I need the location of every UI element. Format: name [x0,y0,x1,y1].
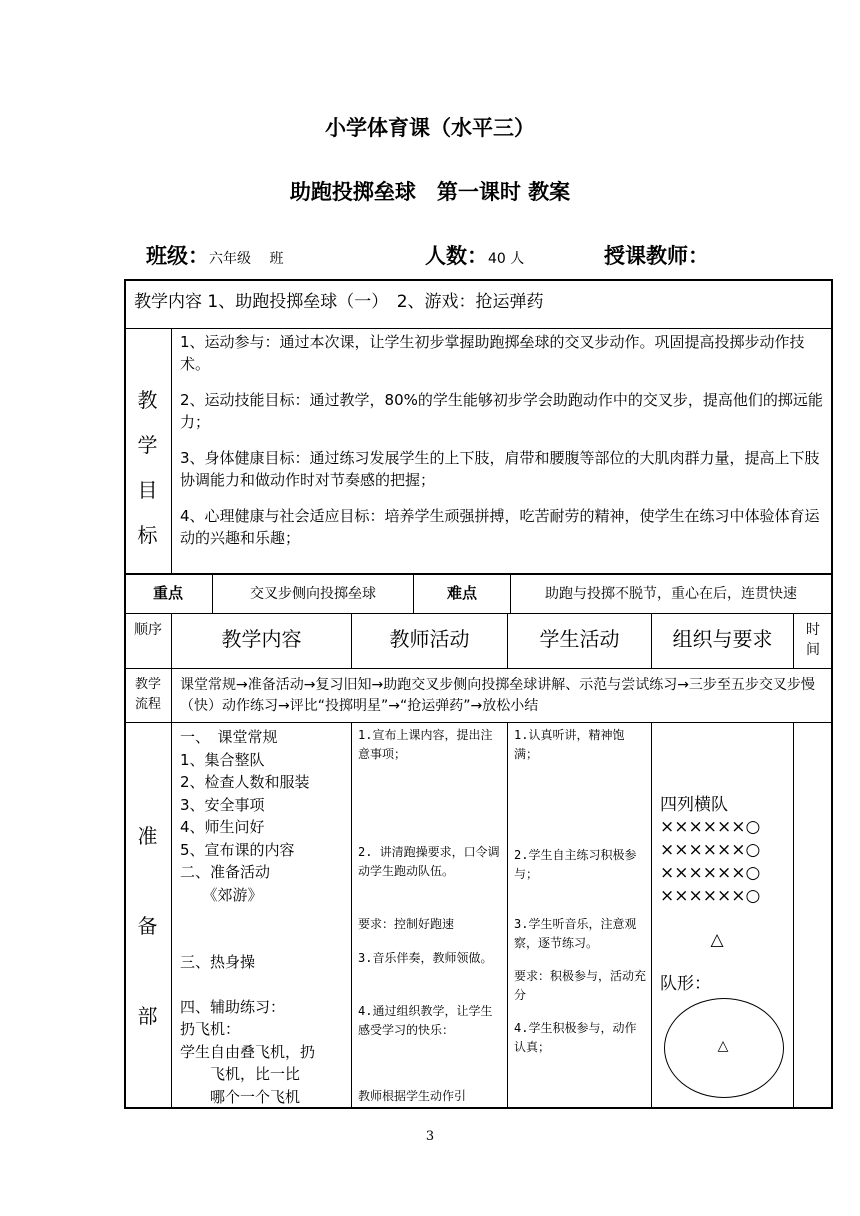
section-label-char: 准 [137,824,158,848]
col-order: 顺序 [134,622,162,638]
formation-row: ××××××○ [660,863,761,883]
objective-item: 4、心理健康与社会适应目标：培养学生顽强拼搏，吃苦耐劳的精神，使学生在练习中体验体育运动的兴趣和乐趣； [180,507,820,547]
objective-item: 2、运动技能目标：通过教学，80%的学生能够初步学会助跑动作中的交叉步，提高他们的掷远能力； [180,391,823,431]
lesson-title: 助跑投掷垒球 第一课时 教案 [289,180,571,204]
objectives-label-char: 标 [137,523,158,547]
difficulty-label: 难点 [446,584,477,602]
formation-grid [660,816,760,908]
formation-row: ××××××○ [660,886,761,906]
content-line: 5、宣布课的内容 [180,840,295,859]
content-line: 一、 课堂常规 [180,728,278,746]
formation-title: 四列横队 [660,795,728,815]
formation-row: ××××××○ [660,817,761,837]
flow-text: 课堂常规→准备活动→复习旧知→助跑交叉步侧向投掷垒球讲解、示范与尝试练习→三步至五步交叉步慢（快）动作练习→评比“投掷明星”→“抢运弹药”→放松小结 [180,677,815,714]
content-line: 2、检查人数和服装 [180,773,310,791]
objective-item: 3、身体健康目标：通过练习发展学生的上下肢，肩带和腰腹等部位的大肌肉群力量，提高上下肢协调能力和做动作时对节奏感的把握； [180,449,820,489]
teacher-requirement: 要求：控制好跑速 [358,917,455,931]
student-activity-3: 3.学生听音乐，注意观察，逐节练习。 [514,917,637,950]
student-requirement: 要求：积极参与，活动充分 [514,969,647,1002]
content-line: 三、热身操 [180,953,256,971]
content-line: 二、准备活动 [180,863,271,881]
teacher-activity-3: 3.音乐伴奏，教师领做。 [358,951,493,965]
col-org: 组织与要求 [672,627,773,651]
count-info [425,240,524,270]
col-teacher: 教师活动 [389,627,470,651]
content-line: 4、师生问好 [180,818,265,836]
teacher-activity-2: 2. 讲清跑操要求，口令调动学生跑动队伍。 [358,845,500,878]
col-content: 教学内容 [221,627,302,651]
prep-content [180,726,348,1108]
teacher-activity-1: 1.宣布上课内容，提出注意事项； [358,728,493,761]
teacher-label: 授课教师： [604,244,709,268]
page-title: 小学体育课（水平三） [325,116,535,140]
circle-center-icon: △ [717,1038,729,1054]
student-activity-4: 4.学生积极参与，动作认真； [514,1021,637,1054]
key-point-value: 交叉步侧向投掷垒球 [250,586,376,602]
content-line: 3、安全事项 [180,795,265,814]
teaching-content: 教学内容 1、助跑投掷垒球（一） 2、游戏：抢运弹药 [134,292,544,312]
content-line: 四、辅助练习： [180,997,286,1016]
content-line: 扔飞机： [180,1020,241,1038]
col-time: 时间 [806,622,820,658]
section-label-char: 部 [137,1004,158,1028]
objectives-label-char: 学 [137,433,158,457]
content-line: 1、集合整队 [180,750,265,769]
circle-formation-label: 队形： [660,974,711,994]
count-label: 人数： [425,244,488,268]
content-line: 《郊游》 [180,885,263,904]
col-student: 学生活动 [539,627,620,651]
teacher-activity-5: 教师根据学生动作引 [358,1089,467,1103]
objectives-list [180,331,828,549]
class-value: 六年级 班 [209,251,284,267]
content-line: 学生自由叠飞机，扔 [180,1042,316,1061]
page-number: 3 [425,1129,435,1144]
flow-label: 教学流程 [134,677,161,712]
content-line: 哪个一个飞机 [180,1087,301,1106]
teacher-info [604,240,709,270]
student-activity-2: 2.学生自主练习积极参与； [514,848,637,881]
formation-row: ××××××○ [660,840,761,860]
objective-item: 1、运动参与：通过本次课，让学生初步掌握助跑掷垒球的交叉步动作。巩固提高投掷步动作技术。 [180,333,805,373]
count-value: 40 人 [488,251,525,267]
teacher-activity-4: 4.通过组织教学，让学生感受学习的快乐： [358,1004,493,1037]
objectives-label-char: 目 [137,478,158,502]
class-label: 班级： [146,244,209,268]
difficulty-value: 助跑与投掷不脱节，重心在后，连贯快速 [545,586,797,602]
section-label-char: 备 [137,914,158,938]
teacher-position-icon: △ [710,930,724,950]
objectives-label-char: 教 [137,388,158,412]
content-line: 飞机，比一比 [180,1065,301,1083]
class-info [146,240,283,270]
student-activity-1: 1.认真听讲，精神饱满； [514,728,625,761]
key-point-label: 重点 [152,584,183,602]
